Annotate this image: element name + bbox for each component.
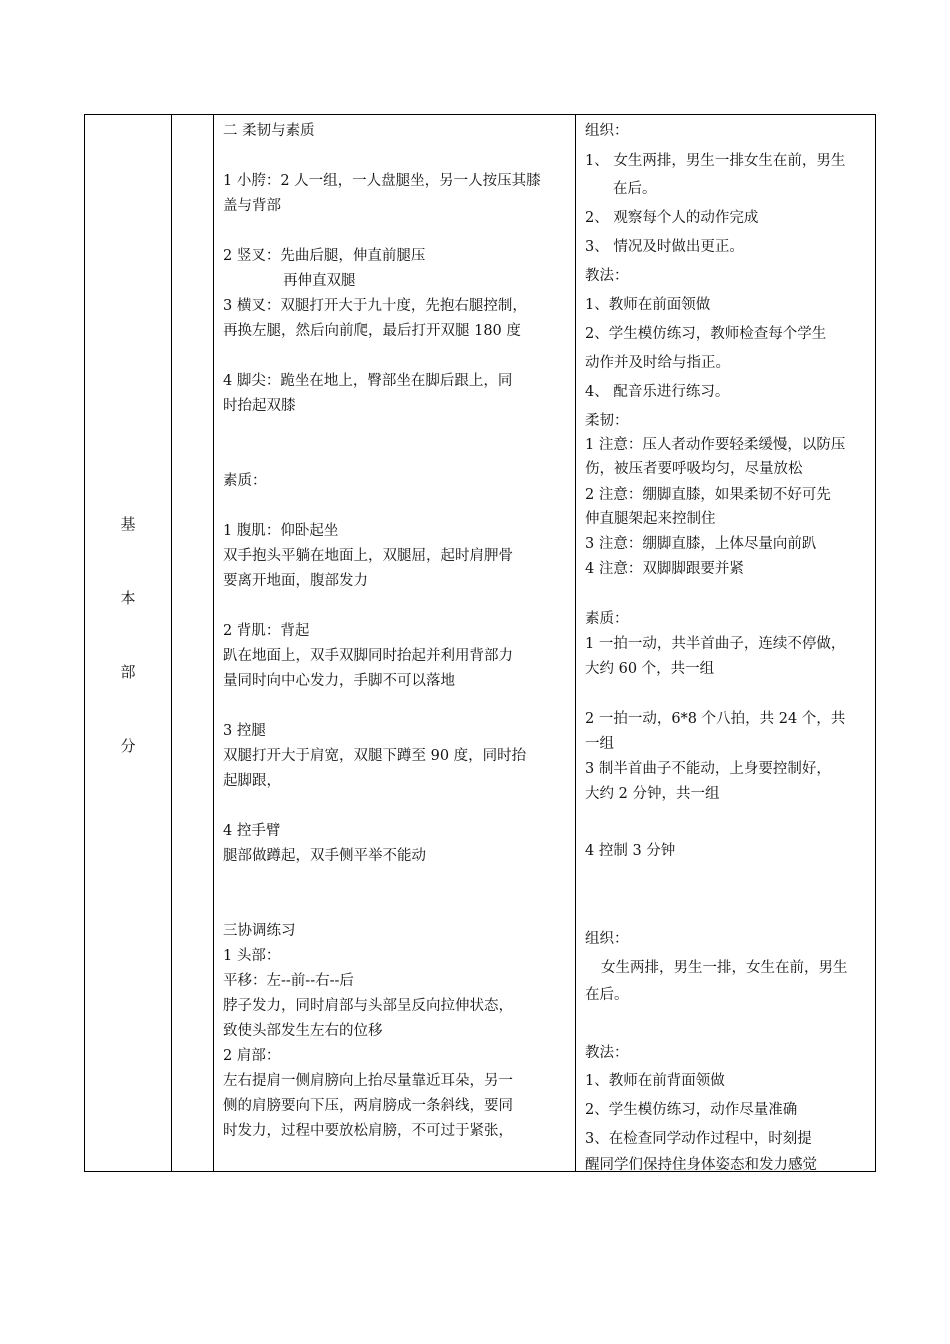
column-divider — [213, 115, 214, 1171]
method-line: 动作并及时给与指正。 — [585, 355, 730, 371]
method-line: 教法： — [585, 268, 629, 284]
content-line: 2 肩部： — [223, 1048, 281, 1064]
method-line: 1 注意：压人者动作要轻柔缓慢，以防压 — [585, 437, 846, 453]
content-line: 1 头部： — [223, 948, 281, 964]
content-line: 脖子发力，同时肩部与头部呈反向拉伸状态， — [223, 998, 513, 1014]
content-line: 平移：左--前--右--后 — [223, 973, 354, 989]
method-line: 在后。 — [585, 987, 629, 1003]
content-line: 再换左腿，然后向前爬，最后打开双腿 180 度 — [223, 323, 521, 339]
content-line: 2 竖叉：先曲后腿，伸直前腿压 — [223, 248, 426, 264]
content-line: 盖与背部 — [223, 198, 281, 214]
method-line: 3、 情况及时做出更正。 — [585, 239, 744, 255]
method-line: 1 一拍一动，共半首曲子，连续不停做， — [585, 636, 846, 652]
method-line: 柔韧： — [585, 413, 629, 429]
lesson-plan-table — [84, 114, 876, 1172]
method-line: 2、学生模仿练习，教师检查每个学生 — [585, 326, 827, 342]
content-line: 素质： — [223, 473, 267, 489]
column-divider — [171, 115, 172, 1171]
method-line: 2、学生模仿练习，动作尽量准确 — [585, 1102, 798, 1118]
method-line: 组织： — [585, 931, 629, 947]
content-line: 双腿打开大于肩宽，双腿下蹲至 90 度，同时抬 — [223, 748, 527, 764]
method-line: 组织： — [585, 123, 629, 139]
content-line: 1 腹肌：仰卧起坐 — [223, 523, 339, 539]
method-line: 伸直腿架起来控制住 — [585, 511, 716, 527]
content-line: 1 小胯：2 人一组，一人盘腿坐，另一人按压其膝 — [223, 173, 541, 189]
method-line: 1、教师在前背面领做 — [585, 1073, 725, 1089]
methods-column — [585, 119, 875, 1173]
section-label-char: 部 — [120, 663, 136, 681]
section-label-char: 基 — [120, 515, 136, 533]
method-line: 女生两排，男生一排，女生在前，男生 — [601, 960, 848, 976]
method-line: 伤，被压者要呼吸均匀，尽量放松 — [585, 461, 803, 477]
content-line: 4 脚尖：跪坐在地上，臀部坐在脚后跟上，同 — [223, 373, 513, 389]
method-line: 大约 2 分钟，共一组 — [585, 786, 720, 802]
content-column — [223, 119, 575, 1159]
method-line: 1、教师在前面领做 — [585, 297, 711, 313]
content-line: 侧的肩膀要向下压，两肩膀成一条斜线，要同 — [223, 1098, 513, 1114]
content-line: 起脚跟， — [223, 773, 281, 789]
content-line: 3 横叉：双腿打开大于九十度，先抱右腿控制， — [223, 298, 527, 314]
method-line: 2 一拍一动，6*8 个八拍，共 24 个，共 — [585, 711, 846, 727]
content-line: 致使头部发生左右的位移 — [223, 1023, 383, 1039]
method-line: 4 控制 3 分钟 — [585, 843, 676, 859]
method-line: 2、 观察每个人的动作完成 — [585, 210, 759, 226]
method-line: 4 注意：双脚脚跟要并紧 — [585, 561, 744, 577]
section-label-char: 分 — [120, 737, 136, 755]
column-divider — [575, 115, 576, 1171]
content-line: 时发力，过程中要放松肩膀，不可过于紧张， — [223, 1123, 513, 1139]
content-line: 再伸直双腿 — [283, 273, 356, 289]
section-label-char: 本 — [120, 589, 136, 607]
content-line: 三协调练习 — [223, 923, 296, 939]
method-line: 3、在检查同学动作过程中，时刻提 — [585, 1131, 812, 1147]
method-line: 一组 — [585, 736, 614, 752]
method-line: 醒同学们保持住身体姿态和发力感觉 — [585, 1157, 817, 1173]
method-line: 1、 女生两排，男生一排女生在前，男生 — [585, 153, 846, 169]
content-line: 腿部做蹲起，双手侧平举不能动 — [223, 848, 426, 864]
method-line: 4、 配音乐进行练习。 — [585, 384, 730, 400]
content-line: 量同时向中心发力，手脚不可以落地 — [223, 673, 455, 689]
method-line: 大约 60 个，共一组 — [585, 661, 715, 677]
content-line: 4 控手臂 — [223, 823, 281, 839]
content-line: 双手抱头平躺在地面上，双腿屈，起时肩胛骨 — [223, 548, 513, 564]
method-line: 教法： — [585, 1045, 629, 1061]
content-line: 时抬起双膝 — [223, 398, 296, 414]
content-line: 要离开地面，腹部发力 — [223, 573, 368, 589]
method-line: 3 制半首曲子不能动，上身要控制好， — [585, 761, 831, 777]
content-line: 2 背肌：背起 — [223, 623, 310, 639]
method-line: 素质： — [585, 611, 629, 627]
method-line: 在后。 — [613, 181, 657, 197]
content-line: 左右提肩一侧肩膀向上抬尽量靠近耳朵，另一 — [223, 1073, 513, 1089]
content-line: 3 控腿 — [223, 723, 266, 739]
content-line: 二 柔韧与素质 — [223, 123, 315, 139]
method-line: 2 注意：绷脚直膝，如果柔韧不好可先 — [585, 487, 831, 503]
content-line: 趴在地面上，双手双脚同时抬起并利用背部力 — [223, 648, 513, 664]
method-line: 3 注意：绷脚直膝，上体尽量向前趴 — [585, 536, 817, 552]
